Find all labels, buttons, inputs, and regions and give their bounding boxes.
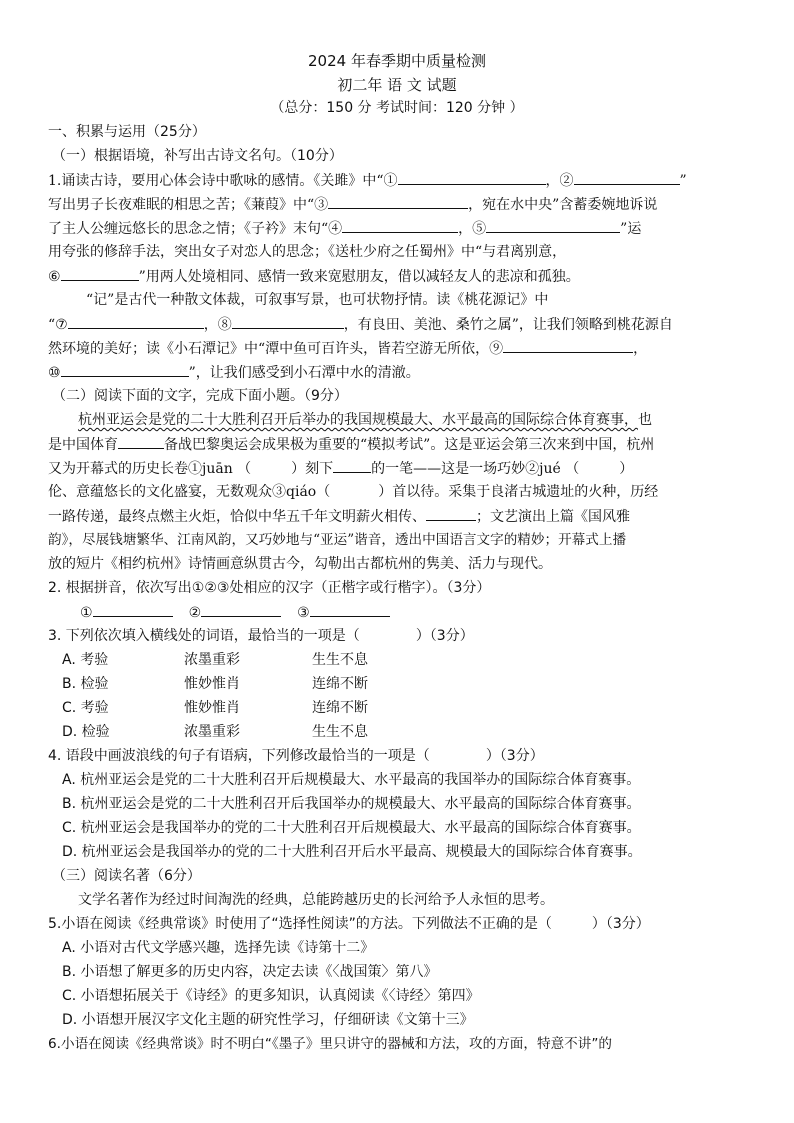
passage-text: 备战巴黎奥运会成果极为重要的“模拟考试”。这是亚运会第三次来到中国，杭州: [164, 437, 655, 453]
q4-stem: [48, 746, 544, 766]
q4-stem-text: 4. 语段中画波浪线的句子有语病，下列修改最恰当的一项是（: [48, 748, 430, 764]
q5-stem-text: 5.小语在阅读《经典常谈》时使用了“选择性阅读”的方法。下列做法不正确的是（: [48, 916, 552, 932]
answer-blank-6[interactable]: [61, 266, 139, 281]
passage-line-6: 韵》，尽展钱塘繁华、江南风韵，又巧妙地与“亚运”谐音，透出中国语言文字的精妙；开幕式上播: [48, 532, 627, 548]
q3-option-b-label[interactable]: B. 检验: [62, 676, 109, 692]
q1-text: ，②: [545, 173, 574, 189]
q1-text: 然环境的美好；读《小石潭记》中“潭中鱼可百许头，皆若空游无所依，⑨: [48, 341, 504, 357]
q3-stem-text: 3. 下列依次填入横线处的词语，最恰当的一项是（: [48, 628, 360, 644]
part-heading: 一、积累与运用（25分）: [48, 124, 206, 140]
q2-stem: 2. 根据拼音，依次写出①②③处相应的汉字（正楷字或行楷字）。（3分）: [48, 580, 491, 596]
q1-text: ”，让我们感受到小石潭中水的清澈。: [188, 365, 420, 381]
q3-option-c-word2: 惟妙惟肖: [184, 700, 240, 716]
q1-text: ”用两人处境相同、感情一致来宽慰朋友，借以减轻友人的悲凉和孤独。: [138, 269, 580, 285]
q3-option-d-label[interactable]: D. 检验: [62, 724, 110, 740]
passage-text: ；文艺演出上篇《国风雅: [476, 509, 630, 525]
q3-option-a-word3: 生生不息: [312, 652, 368, 668]
answer-blank-2[interactable]: [574, 170, 680, 185]
passage-line-2: [48, 434, 654, 455]
passage-line-1: [78, 410, 652, 430]
passage-line-4: [48, 482, 658, 502]
q1-text: ⑥: [48, 269, 61, 285]
answer-blank-8[interactable]: [232, 314, 344, 329]
q1-text: 1.诵读古诗，要用心体会诗中歌咏的感情。《关雎》中“①: [48, 173, 398, 189]
q2-blank-2[interactable]: [201, 602, 281, 617]
q2-answers: [80, 602, 390, 623]
q1-text: “⑦: [48, 317, 68, 333]
q1-text: ，: [633, 341, 648, 357]
q1-text: 写出男子长夜难眠的相思之苦；《蒹葭》中“③: [48, 197, 329, 213]
exam-info: （总分：150 分 考试时间：120 分钟 ）: [270, 100, 524, 116]
q1-text: ，有良田、美池、桑竹之属”，让我们领略到桃花源自: [343, 317, 673, 333]
q1-text: ”: [679, 173, 687, 189]
q3-option-d-word3: 生生不息: [312, 724, 368, 740]
section-heading-2: （二）阅读下面的文字，完成下面小题。（9分）: [52, 388, 348, 404]
section-3-intro: 文学名著作为经过时间淘洗的经典，总能跨越历史的长河给予人永恒的思考。: [78, 892, 554, 908]
passage-text: 也: [638, 412, 652, 428]
q1-line-7: [48, 314, 673, 335]
q4-option-b[interactable]: B. 杭州亚运会是党的二十大胜利召开后我国举办的规模最大、水平最高的国际综合体育赛事。: [62, 796, 641, 812]
q3-option-b-word3: 连绵不断: [312, 676, 368, 692]
q6-stem: 6.小语在阅读《经典常谈》时不明白“《墨子》里只讲守的器械和方法，攻的方面，特意不讲”的: [48, 1036, 613, 1052]
q1-line-3: [48, 218, 641, 239]
q1-line-5: [48, 266, 580, 287]
passage-line-7: 放的短片《相约杭州》诗情画意纵贯古今，勾勒出古都杭州的隽美、活力与现代。: [48, 556, 552, 572]
q5-option-c[interactable]: C. 小语想拓展关于《诗经》的更多知识，认真阅读《〈诗经〉第四》: [62, 988, 480, 1004]
passage-text: 的一笔——这是一场巧妙②jué （: [371, 461, 580, 477]
q1-line-6: “记”是古代一种散文体裁，可叙事写景，也可状物抒情。读《桃花源记》中: [86, 292, 549, 308]
q2-marker-3: ③: [297, 605, 310, 621]
q1-text: ”运: [620, 221, 642, 237]
fill-blank-b[interactable]: [333, 458, 371, 473]
answer-blank-7[interactable]: [68, 314, 204, 329]
passage-text: ）首以待。采集于良渚古城遗址的火种，历经: [378, 484, 659, 500]
answer-blank-5[interactable]: [486, 218, 620, 233]
passage-line-3: [48, 458, 633, 479]
section-heading-1: （一）根据语境，补写出古诗文名句。（10分）: [52, 148, 343, 164]
passage-text: 又为开幕式的历史长卷①juān （: [48, 461, 252, 477]
passage-text: 伦、意蕴悠长的文化盛宴，无数观众③qiáo（: [48, 484, 331, 500]
q2-blank-1[interactable]: [93, 602, 173, 617]
fill-blank-a[interactable]: [118, 434, 164, 449]
q1-text: ，宛在水中央”含蓄委婉地诉说: [468, 197, 658, 213]
answer-blank-1[interactable]: [398, 170, 546, 185]
q1-line-9: [48, 362, 420, 383]
passage-text: ）刻下: [291, 461, 334, 477]
q1-text: 了主人公缠远悠长的思念之情；《子衿》末句“④: [48, 221, 343, 237]
q4-option-c[interactable]: C. 杭州亚运会是我国举办的党的二十大胜利召开后规模最大、水平最高的国际综合体育赛事。: [62, 820, 641, 836]
q1-text: ，⑤: [458, 221, 487, 237]
exam-subtitle: 初二年 语 文 试题: [337, 76, 457, 94]
answer-blank-10[interactable]: [61, 362, 189, 377]
q1-text: ⑩: [48, 365, 61, 381]
q4-option-a[interactable]: A. 杭州亚运会是党的二十大胜利召开后规模最大、水平最高的我国举办的国际综合体育赛事。: [62, 772, 641, 788]
q1-line-8: [48, 338, 647, 359]
answer-blank-4[interactable]: [342, 218, 458, 233]
q5-stem-end: ）（3分）: [591, 916, 650, 932]
q5-option-d[interactable]: D. 小语想开展汉字文化主题的研究性学习，仔细研读《文第十三》: [62, 1012, 474, 1028]
fill-blank-c[interactable]: [426, 506, 476, 521]
q2-marker-1: ①: [80, 605, 93, 621]
passage-text: 是中国体育: [48, 437, 118, 453]
section-heading-3: （三）阅读名著（6分）: [52, 868, 201, 884]
answer-blank-3[interactable]: [328, 194, 468, 209]
q3-option-d-word2: 浓墨重彩: [184, 724, 240, 740]
q3-option-c-label[interactable]: C. 考验: [62, 700, 109, 716]
q1-line-2: [48, 194, 657, 215]
q1-line-1: [48, 170, 687, 191]
passage-line-5: [48, 506, 630, 527]
q3-stem: [48, 626, 474, 646]
q3-option-a-word2: 浓墨重彩: [184, 652, 240, 668]
q3-option-b-word2: 惟妙惟肖: [184, 676, 240, 692]
wavy-sentence: 杭州亚运会是党的二十大胜利召开后举办的我国规模最大、水平最高的国际综合体育赛事，: [78, 412, 638, 428]
q5-option-a[interactable]: A. 小语对古代文学感兴趣，选择先读《诗第十二》: [62, 940, 375, 956]
passage-text: 一路传递，最终点燃主火炬，恰似中华五千年文明薪火相传、: [48, 509, 426, 525]
q4-stem-end: ）（3分）: [485, 748, 544, 764]
q2-marker-2: ②: [188, 605, 202, 621]
q3-option-a-label[interactable]: A. 考验: [62, 652, 109, 668]
q2-blank-3[interactable]: [310, 602, 390, 617]
q1-text: ，⑧: [203, 317, 232, 333]
q3-stem-end: ）（3分）: [415, 628, 474, 644]
q5-option-b[interactable]: B. 小语想了解更多的历史内容，决定去读《〈战国策〉第八》: [62, 964, 438, 980]
passage-text: ）: [619, 461, 634, 477]
q5-stem: [48, 914, 650, 934]
q1-line-4: 用夸张的修辞手法，突出女子对恋人的思念；《送杜少府之任蜀州》中“与君离别意，: [48, 244, 567, 260]
exam-title: 2024 年春季期中质量检测: [308, 52, 486, 70]
answer-blank-9[interactable]: [503, 338, 633, 353]
q3-option-c-word3: 连绵不断: [312, 700, 368, 716]
q4-option-d[interactable]: D. 杭州亚运会是我国举办的党的二十大胜利召开后水平最高、规模最大的国际综合体育赛事。: [62, 844, 642, 860]
